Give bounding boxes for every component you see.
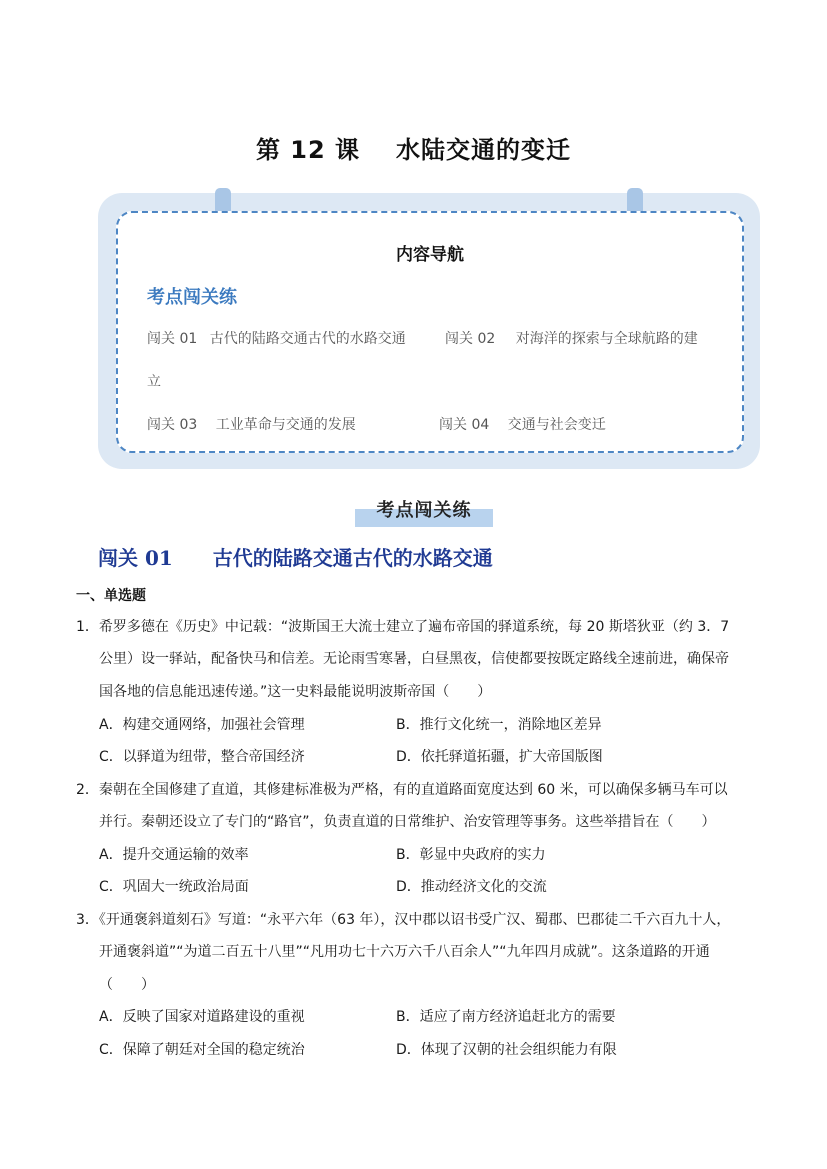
nav-heading: 内容导航 bbox=[396, 245, 464, 265]
nav-item-02-continued[interactable] bbox=[147, 371, 161, 391]
question-1-option-b[interactable]: B．推行文化统一，消除地区差异 bbox=[396, 717, 602, 733]
question-2-option-d[interactable]: D．推动经济文化的交流 bbox=[396, 879, 547, 895]
nav-item-01[interactable] bbox=[147, 328, 406, 348]
nav-subheading: 考点闯关练 bbox=[147, 287, 237, 308]
question-type-heading: 一、单选题 bbox=[76, 588, 146, 604]
lesson-name: 水陆交通的变迁 bbox=[396, 136, 572, 164]
question-3-line-1: 3．《开通褒斜道刻石》写道：“永平六年（63 年），汉中郡以诏书受广汉、蜀郡、巴郡徒二千六百九十人， bbox=[76, 912, 731, 928]
nav-item-label: 古代的陆路交通古代的水路交通 bbox=[209, 331, 406, 347]
question-3-option-c[interactable]: C．保障了朝廷对全国的稳定统治 bbox=[99, 1042, 305, 1058]
nav-item-code: 闯关 01 bbox=[147, 331, 198, 347]
nav-item-03[interactable] bbox=[147, 414, 356, 434]
nav-item-02[interactable] bbox=[445, 328, 698, 348]
question-2-option-a[interactable]: A．提升交通运输的效率 bbox=[99, 847, 249, 863]
section-title bbox=[98, 542, 493, 571]
nav-item-code: 闯关 03 bbox=[147, 417, 198, 433]
question-2-line-2: 并行。秦朝还设立了专门的“路官”，负责直道的日常维护、治安管理等事务。这些举措旨在（ ） bbox=[99, 814, 716, 830]
question-1-line-2: 公里）设一驿站，配备快马和信差。无论雨雪寒暑，白昼黑夜，信使都要按既定路线全速前进，确保帝 bbox=[99, 651, 729, 667]
question-1-option-c[interactable]: C．以驿道为纽带，整合帝国经济 bbox=[99, 749, 305, 765]
nav-item-label: 对海洋的探索与全球航路的建 bbox=[515, 331, 698, 347]
question-2-line-1: 2．秦朝在全国修建了直道，其修建标准极为严格，有的直道路面宽度达到 60 米，可以确保多辆马车可以 bbox=[76, 782, 728, 798]
nav-item-code: 闯关 02 bbox=[445, 331, 496, 347]
question-1-option-a[interactable]: A．构建交通网络，加强社会管理 bbox=[99, 717, 305, 733]
question-3-option-d[interactable]: D．体现了汉朝的社会组织能力有限 bbox=[396, 1042, 617, 1058]
question-1-option-d[interactable]: D．依托驿道拓疆，扩大帝国版图 bbox=[396, 749, 603, 765]
question-2-option-b[interactable]: B．彰显中央政府的实力 bbox=[396, 847, 546, 863]
question-1-line-3: 国各地的信息能迅速传递。”这一史料最能说明波斯帝国（ ） bbox=[99, 684, 492, 700]
lesson-number: 第 12 课 bbox=[255, 136, 361, 164]
question-2-option-c[interactable]: C．巩固大一统政治局面 bbox=[99, 879, 249, 895]
nav-item-code: 闯关 04 bbox=[439, 417, 490, 433]
section-code: 闯关 01 bbox=[98, 546, 173, 570]
question-1-line-1: 1．希罗多德在《历史》中记载：“波斯国王大流士建立了遍布帝国的驿道系统，每 20 斯塔狄亚（约 3．7 bbox=[76, 619, 730, 635]
nav-item-label: 交通与社会变迁 bbox=[507, 417, 606, 433]
nav-item-04[interactable] bbox=[439, 414, 606, 434]
section-name: 古代的陆路交通古代的水路交通 bbox=[212, 546, 493, 570]
question-3-line-3: （ ） bbox=[99, 977, 155, 993]
nav-item-label: 立 bbox=[147, 374, 161, 390]
section-banner-label: 考点闯关练 bbox=[376, 500, 472, 521]
page-title bbox=[0, 130, 827, 165]
question-3-option-a[interactable]: A．反映了国家对道路建设的重视 bbox=[99, 1009, 305, 1025]
question-3-option-b[interactable]: B．适应了南方经济追赶北方的需要 bbox=[396, 1009, 616, 1025]
question-3-line-2: 开通褒斜道”“为道二百五十八里”“凡用功七十六万六千八百余人”“九年四月成就”。这条道路的开通 bbox=[99, 944, 710, 960]
nav-item-label: 工业革命与交通的发展 bbox=[215, 417, 356, 433]
